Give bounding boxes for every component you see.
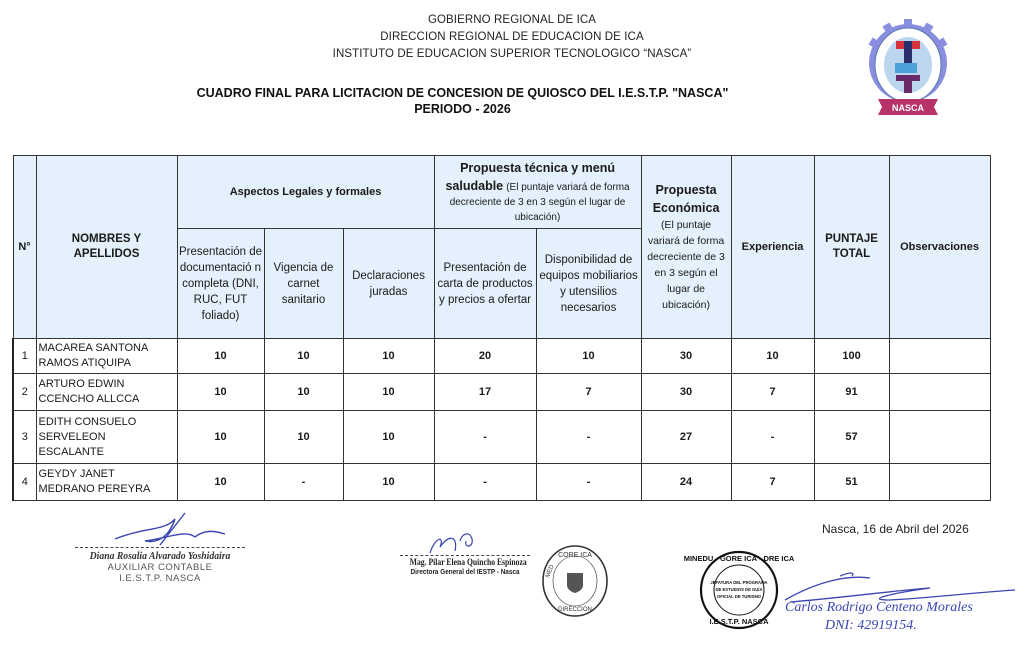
header-docs: Presentación de documentació n completa (DNI, RUC, FUT foliado) <box>177 229 264 339</box>
header-declaraciones: Declaraciones juradas <box>343 229 434 339</box>
cell-equipos: - <box>536 411 641 464</box>
handwritten-signature <box>400 527 530 557</box>
stamp-bottom-text: I.E.S.T.P. NASCA <box>709 617 769 626</box>
name-line: GEYDY JANET <box>38 468 115 480</box>
table-row <box>13 339 990 374</box>
cell-experiencia: - <box>731 411 814 464</box>
document-title: CUADRO FINAL PARA LICITACION DE CONCESION DE QUIOSCO DEL I.E.S.T.P. "NASCA" <box>196 86 729 100</box>
cell-observaciones <box>889 339 990 374</box>
header-economic <box>641 156 731 339</box>
name-line: ARTURO EDWIN <box>38 378 125 390</box>
signer-institution: I.E.S.T.P. NASCA <box>119 573 201 584</box>
name-line: MACAREA SANTONA <box>38 342 149 354</box>
name-line: EDITH CONSUELO <box>38 415 137 428</box>
stamp-left-text: MED <box>545 564 556 579</box>
cell-total: 100 <box>814 339 889 374</box>
cell-docs: 10 <box>177 339 264 374</box>
name-line: RAMOS ATIQUIPA <box>38 357 131 369</box>
header-names: NOMBRES Y APELLIDOS <box>36 156 177 339</box>
cell-carta: - <box>434 464 536 501</box>
cell-total: 57 <box>814 411 889 464</box>
cell-economica: 30 <box>641 374 731 411</box>
stamp-top-text: CORE ICA <box>558 552 592 559</box>
header-legal-group: Aspectos Legales y formales <box>177 156 434 229</box>
name-line: SERVELEON <box>38 430 106 443</box>
cell-equipos: 10 <box>536 339 641 374</box>
stamp-bottom-text: DIRECCIÓN <box>558 607 592 613</box>
header-economic-note: (El puntaje variará de forma decreciente de 3 en 3 según el lugar de ubicación) <box>647 219 725 311</box>
direccion-stamp <box>540 543 610 624</box>
row-number: 4 <box>13 464 36 501</box>
cell-carnet: 10 <box>264 411 343 464</box>
cell-declaraciones: 10 <box>343 464 434 501</box>
results-table <box>12 155 991 501</box>
cell-declaraciones: 10 <box>343 339 434 374</box>
row-name <box>36 411 177 464</box>
signer-role: AUXILIAR CONTABLE <box>107 562 213 573</box>
cell-equipos: 7 <box>536 374 641 411</box>
cell-equipos: - <box>536 464 641 501</box>
institute-logo <box>868 15 948 125</box>
stamp-inner-line: DE ESTUDIOS DE GUÍA <box>715 587 763 592</box>
cell-docs: 10 <box>177 464 264 501</box>
cell-docs: 10 <box>177 411 264 464</box>
row-name <box>36 464 177 501</box>
table-row <box>13 374 990 411</box>
cell-observaciones <box>889 411 990 464</box>
place-date: Nasca, 16 de Abril del 2026 <box>822 522 969 536</box>
signature-block-directora <box>400 555 530 576</box>
cell-observaciones <box>889 374 990 411</box>
row-number: 2 <box>13 374 36 411</box>
document-period: PERIODO - 2026 <box>414 102 511 116</box>
stamp-ring-text: MINEDU - GORE ICA - DRE ICA <box>683 554 795 563</box>
row-name <box>36 339 177 374</box>
header-no: N° <box>13 156 36 339</box>
header-observations: Observaciones <box>889 156 990 339</box>
row-number: 3 <box>13 411 36 464</box>
logo-banner-text: NASCA <box>891 103 925 113</box>
table-row <box>13 464 990 501</box>
cell-observaciones <box>889 464 990 501</box>
header-carnet: Vigencia de carnet sanitario <box>264 229 343 339</box>
signer-role: Directora General del IESTP - Nasca <box>410 567 520 576</box>
row-number: 1 <box>13 339 36 374</box>
signature-block-jefe <box>785 570 1025 650</box>
cell-economica: 30 <box>641 339 731 374</box>
cell-experiencia: 10 <box>731 339 814 374</box>
header-economic-title: Propuesta Económica <box>652 183 720 215</box>
header-line-direccion: DIRECCION REGIONAL DE EDUCACION DE ICA <box>380 31 644 43</box>
header-line-instituto: INSTITUTO DE EDUCACION SUPERIOR TECNOLOGICO “NASCA” <box>332 48 692 60</box>
cell-experiencia: 7 <box>731 374 814 411</box>
cell-carnet: 10 <box>264 339 343 374</box>
header-tech-group-title: Propuesta técnica y menú saludable <box>445 161 615 193</box>
cell-carta: - <box>434 411 536 464</box>
handwritten-name: Carlos Rodrigo Centeno Morales <box>785 600 973 615</box>
cell-docs: 10 <box>177 374 264 411</box>
header-equipos: Disponibilidad de equipos mobiliarios y utensilios necesarios <box>536 229 641 339</box>
row-name <box>36 374 177 411</box>
cell-total: 51 <box>814 464 889 501</box>
cell-total: 91 <box>814 374 889 411</box>
stamp-inner-line: JEFATURA DEL PROGRAMA <box>710 580 768 585</box>
cell-economica: 24 <box>641 464 731 501</box>
cell-declaraciones: 10 <box>343 374 434 411</box>
cell-carnet: - <box>264 464 343 501</box>
header-tech-group-note: (El puntaje variará de forma decreciente de 3 en 3 según el lugar de ubicación) <box>449 182 630 223</box>
cell-declaraciones: 10 <box>343 411 434 464</box>
cell-economica: 27 <box>641 411 731 464</box>
signer-name: Diana Rosalia Alvarado Yoshidaira <box>89 550 231 562</box>
shield-icon <box>567 573 583 593</box>
header-tech-group <box>434 156 641 229</box>
cell-carta: 20 <box>434 339 536 374</box>
table-row <box>13 411 990 464</box>
header-experience: Experiencia <box>731 156 814 339</box>
name-line: MEDRANO PEREYRA <box>38 483 151 495</box>
signer-name: Mag. Pilar Elena Quincho Espinoza <box>409 557 527 567</box>
cell-carta: 17 <box>434 374 536 411</box>
handwritten-dni: DNI: 42919154. <box>825 618 917 633</box>
header-total: PUNTAJE TOTAL <box>814 156 889 339</box>
name-line: CCENCHO ALLCCA <box>38 393 140 405</box>
signature-block-auxiliar <box>75 547 245 584</box>
stamp-inner-line: OFICIAL DE TURISMO <box>716 594 762 599</box>
header-carta: Presentación de carta de productos y precios a ofertar <box>434 229 536 339</box>
name-line: ESCALANTE <box>38 445 104 458</box>
jefatura-stamp <box>683 548 795 637</box>
cell-carnet: 10 <box>264 374 343 411</box>
header-line-gobierno: GOBIERNO REGIONAL DE ICA <box>427 14 597 26</box>
cell-experiencia: 7 <box>731 464 814 501</box>
handwritten-signature <box>75 509 245 549</box>
